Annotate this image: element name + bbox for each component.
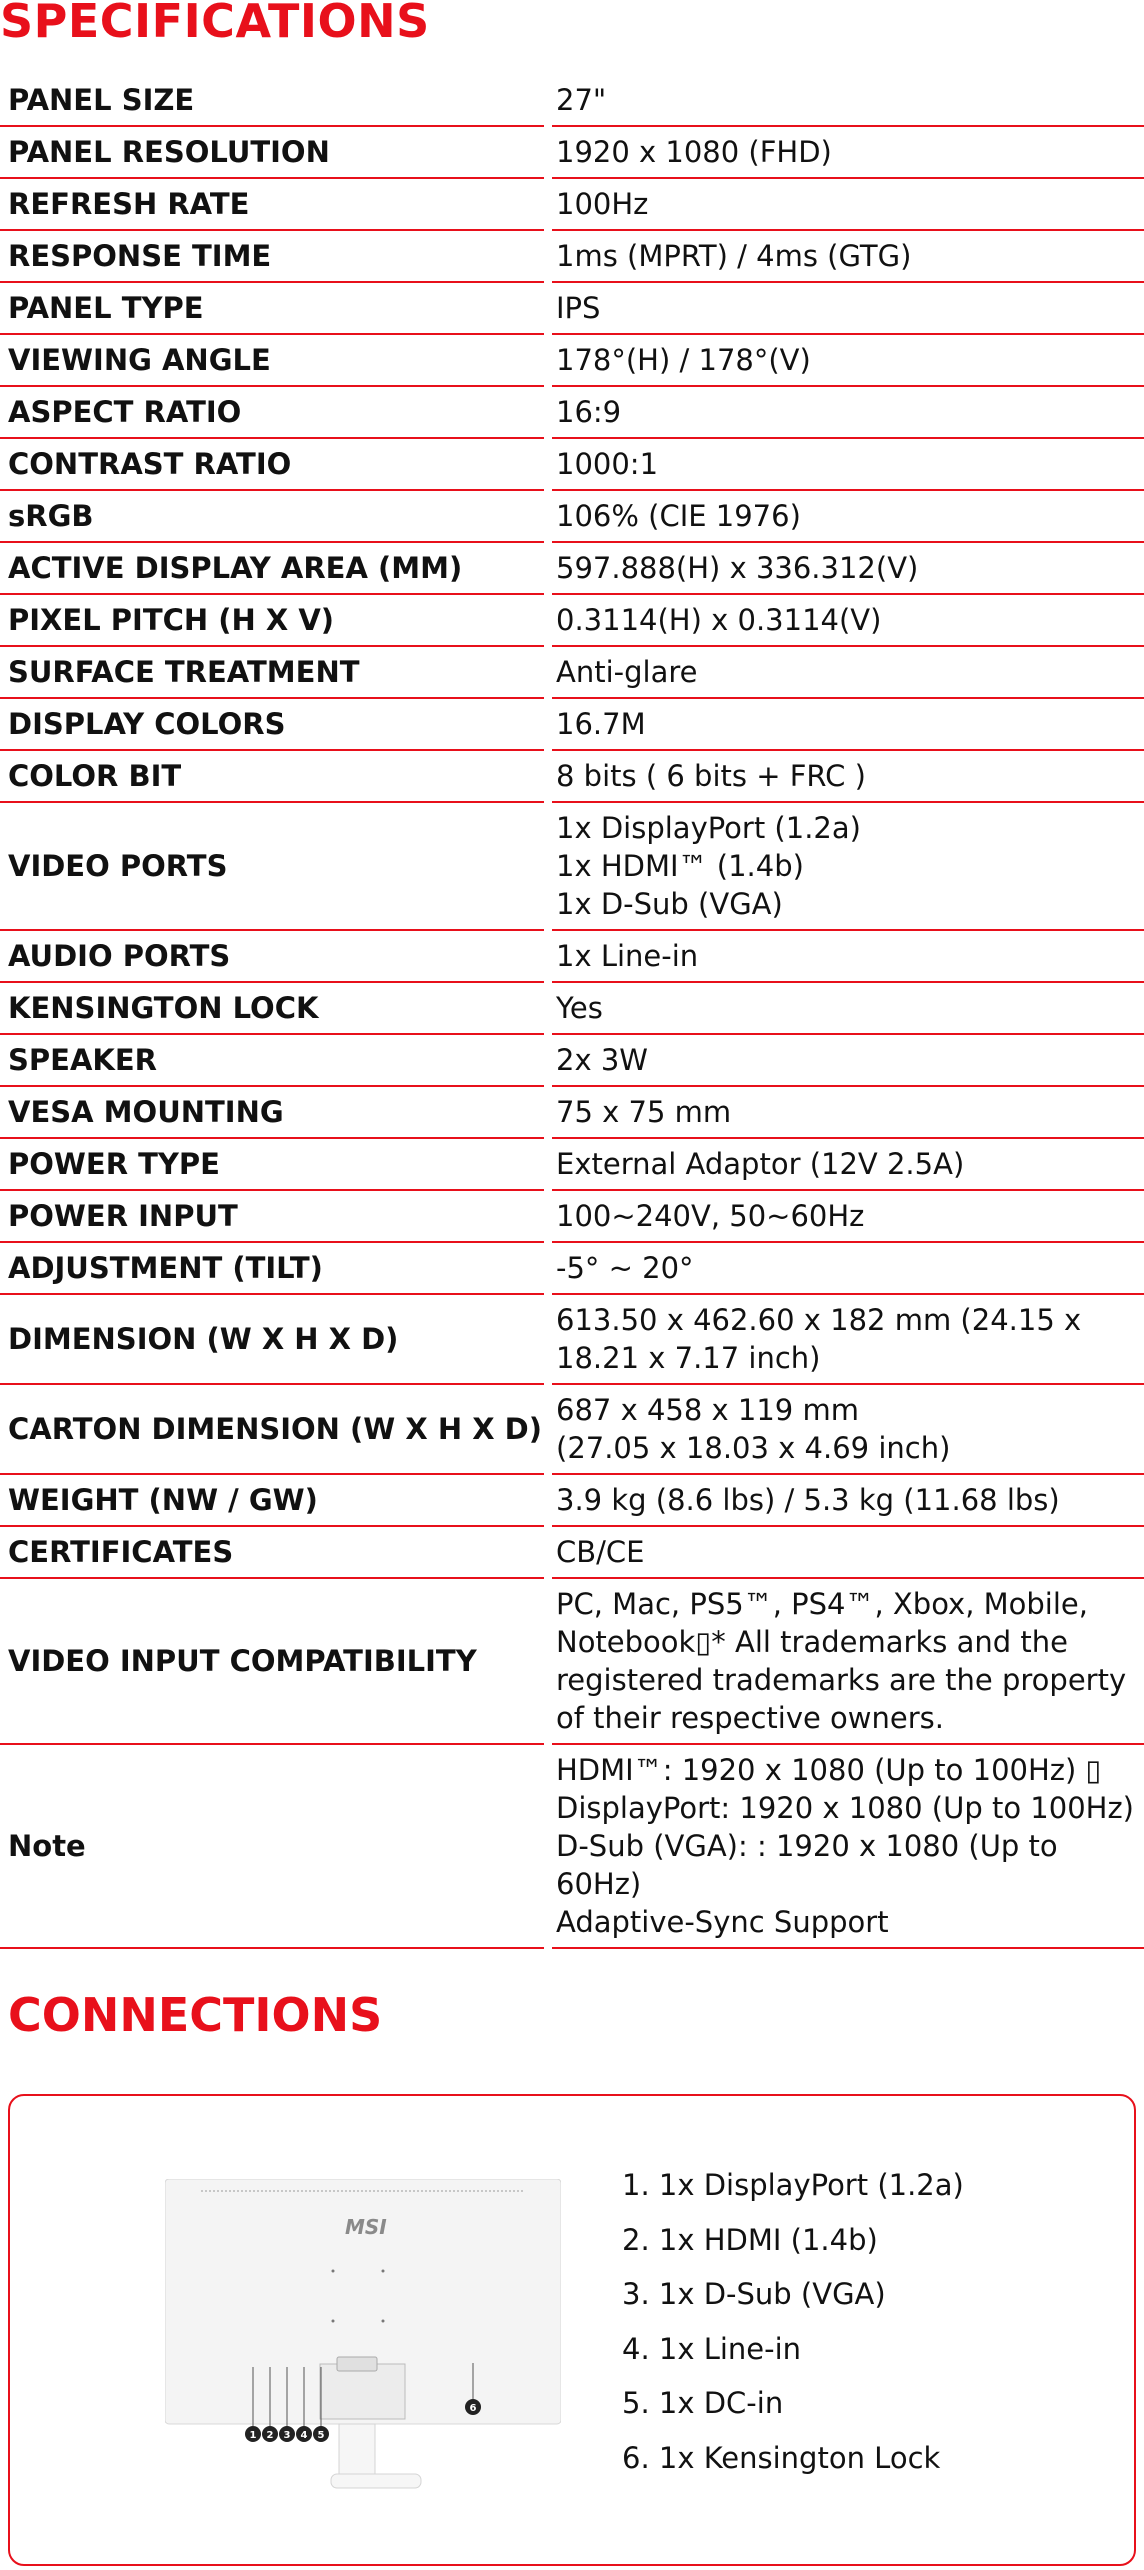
spec-row [0, 75, 1144, 127]
spec-row [0, 1139, 1144, 1191]
spec-label: ADJUSTMENT (TILT) [0, 1243, 544, 1295]
spec-label: WEIGHT (NW / GW) [0, 1475, 544, 1527]
spec-row [0, 699, 1144, 751]
connection-item: 3. 1x D-Sub (VGA) [622, 2277, 886, 2312]
spec-value: 2x 3W [552, 1035, 1144, 1087]
spec-label: KENSINGTON LOCK [0, 983, 544, 1035]
spec-value: 1920 x 1080 (FHD) [552, 127, 1144, 179]
port-marker-2: 2 [266, 2430, 274, 2441]
spec-row [0, 1087, 1144, 1139]
spec-label: VIDEO INPUT COMPATIBILITY [0, 1579, 544, 1745]
spec-label: RESPONSE TIME [0, 231, 544, 283]
spec-row [0, 335, 1144, 387]
spec-label: REFRESH RATE [0, 179, 544, 231]
port-marker-3: 3 [283, 2430, 291, 2441]
spec-row [0, 647, 1144, 699]
spec-value: 75 x 75 mm [552, 1087, 1144, 1139]
spec-label: PANEL TYPE [0, 283, 544, 335]
spec-label: PIXEL PITCH (H X V) [0, 595, 544, 647]
msi-logo: MSI [345, 2215, 387, 2239]
specifications-title: SPECIFICATIONS [0, 0, 430, 48]
spec-row [0, 1191, 1144, 1243]
connections-list [622, 2158, 964, 2486]
spec-value: 687 x 458 x 119 mm (27.05 x 18.03 x 4.69 inch) [552, 1385, 1144, 1475]
spec-value: 106% (CIE 1976) [552, 491, 1144, 543]
spec-row [0, 283, 1144, 335]
specifications-table [0, 75, 1144, 1949]
spec-label: ACTIVE DISPLAY AREA (MM) [0, 543, 544, 595]
spec-row [0, 439, 1144, 491]
spec-row [0, 127, 1144, 179]
spec-value: 27" [552, 75, 1144, 127]
connection-item: 2. 1x HDMI (1.4b) [622, 2222, 878, 2257]
spec-value: -5° ~ 20° [552, 1243, 1144, 1295]
spec-row [0, 751, 1144, 803]
connection-item: 4. 1x Line-in [622, 2331, 802, 2366]
spec-value: 597.888(H) x 336.312(V) [552, 543, 1144, 595]
port-marker-4: 4 [300, 2430, 308, 2441]
spec-value: PC, Mac, PS5™, PS4™, Xbox, Mobile, Notebook▯* All trademarks and the registered trademarks are the property of their respective owners. [552, 1579, 1144, 1745]
spec-label: CARTON DIMENSION (W X H X D) [0, 1385, 544, 1475]
spec-label: ASPECT RATIO [0, 387, 544, 439]
spec-value: Anti-glare [552, 647, 1144, 699]
spec-label: VESA MOUNTING [0, 1087, 544, 1139]
spec-label: sRGB [0, 491, 544, 543]
spec-value: 1000:1 [552, 439, 1144, 491]
spec-row [0, 1035, 1144, 1087]
spec-value: Yes [552, 983, 1144, 1035]
spec-value: HDMI™: 1920 x 1080 (Up to 100Hz) ▯ DisplayPort: 1920 x 1080 (Up to 100Hz) D-Sub (VGA): : 1920 x 1080 (Up to 60Hz) Adaptive-Sync Support [552, 1745, 1144, 1949]
spec-value: 8 bits ( 6 bits + FRC ) [552, 751, 1144, 803]
spec-row [0, 983, 1144, 1035]
spec-row [0, 803, 1144, 931]
spec-value: 16.7M [552, 699, 1144, 751]
spec-value: 613.50 x 462.60 x 182 mm (24.15 x 18.21 x 7.17 inch) [552, 1295, 1144, 1385]
connections-panel [8, 2094, 1136, 2566]
spec-label: Note [0, 1745, 544, 1949]
spec-value: 1x DisplayPort (1.2a) 1x HDMI™ (1.4b) 1x D-Sub (VGA) [552, 803, 1144, 931]
spec-row [0, 231, 1144, 283]
spec-label: POWER TYPE [0, 1139, 544, 1191]
spec-label: POWER INPUT [0, 1191, 544, 1243]
spec-label: DIMENSION (W X H X D) [0, 1295, 544, 1385]
spec-label: PANEL RESOLUTION [0, 127, 544, 179]
spec-value: External Adaptor (12V 2.5A) [552, 1139, 1144, 1191]
spec-label: SPEAKER [0, 1035, 544, 1087]
connection-item: 5. 1x DC-in [622, 2386, 784, 2421]
spec-row [0, 1243, 1144, 1295]
connections-title: CONNECTIONS [8, 1988, 383, 2042]
spec-row [0, 387, 1144, 439]
spec-row [0, 1295, 1144, 1385]
spec-row [0, 1385, 1144, 1475]
spec-row [0, 1475, 1144, 1527]
spec-row [0, 491, 1144, 543]
spec-label: COLOR BIT [0, 751, 544, 803]
spec-row [0, 1745, 1144, 1949]
port-marker-1: 1 [249, 2430, 257, 2441]
spec-label: CONTRAST RATIO [0, 439, 544, 491]
spec-value: 100~240V, 50~60Hz [552, 1191, 1144, 1243]
spec-label: AUDIO PORTS [0, 931, 544, 983]
spec-value: CB/CE [552, 1527, 1144, 1579]
spec-value: 1x Line-in [552, 931, 1144, 983]
connection-item: 1. 1x DisplayPort (1.2a) [622, 2168, 964, 2202]
spec-value: 178°(H) / 178°(V) [552, 335, 1144, 387]
spec-row [0, 1579, 1144, 1745]
connection-item: 6. 1x Kensington Lock [622, 2440, 941, 2475]
spec-row [0, 179, 1144, 231]
spec-label: VIDEO PORTS [0, 803, 544, 931]
spec-row [0, 1527, 1144, 1579]
spec-label: SURFACE TREATMENT [0, 647, 544, 699]
port-marker-5: 5 [317, 2430, 325, 2441]
spec-value: 1ms (MPRT) / 4ms (GTG) [552, 231, 1144, 283]
spec-value: 16:9 [552, 387, 1144, 439]
port-marker-6: 6 [469, 2403, 477, 2414]
spec-row [0, 543, 1144, 595]
spec-row [0, 595, 1144, 647]
spec-label: CERTIFICATES [0, 1527, 544, 1579]
spec-value: 100Hz [552, 179, 1144, 231]
spec-value: 0.3114(H) x 0.3114(V) [552, 595, 1144, 647]
spec-label: PANEL SIZE [0, 75, 544, 127]
spec-value: 3.9 kg (8.6 lbs) / 5.3 kg (11.68 lbs) [552, 1475, 1144, 1527]
spec-value: IPS [552, 283, 1144, 335]
spec-label: VIEWING ANGLE [0, 335, 544, 387]
spec-row [0, 931, 1144, 983]
spec-label: DISPLAY COLORS [0, 699, 544, 751]
monitor-rear-illustration [165, 2179, 561, 2496]
